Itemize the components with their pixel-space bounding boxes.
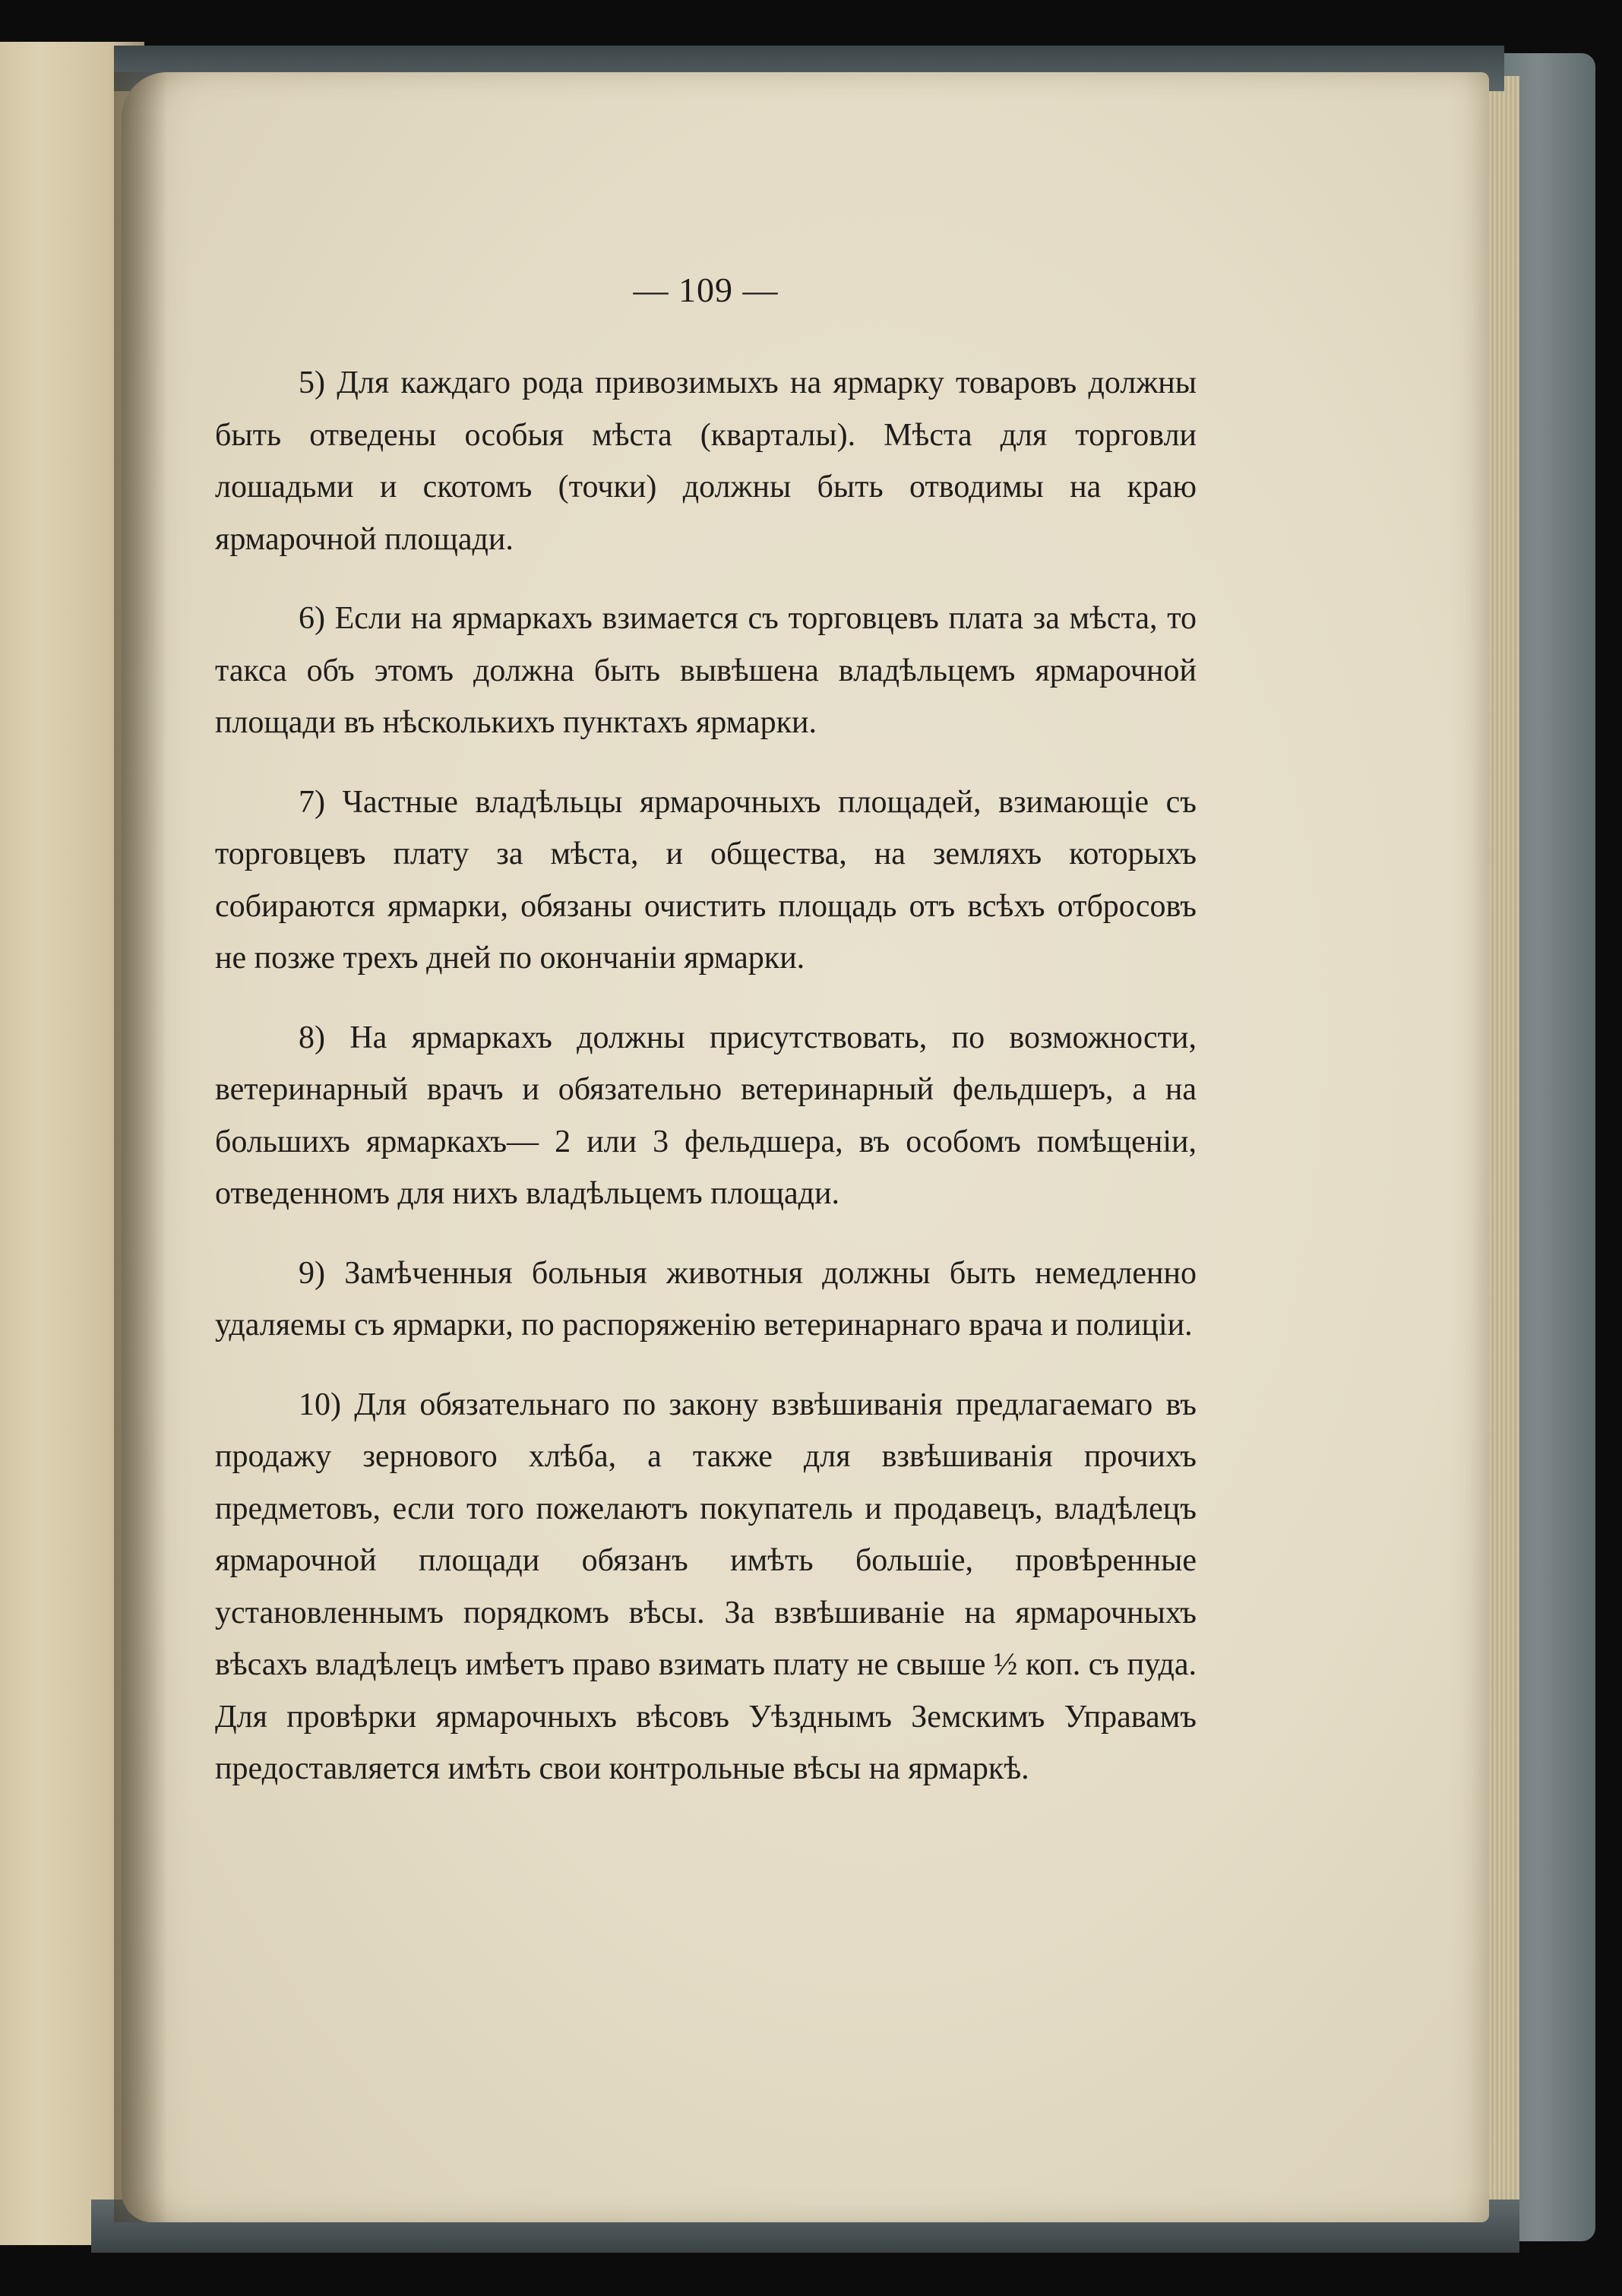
paragraph-7: 7) Частные владѣльцы ярмарочныхъ площадей, взимающіе съ торговцевъ плату за мѣста, и общества, на земляхъ которыхъ собираются ярмарки, обязаны очистить площадь отъ всѣхъ отбросовъ не позже трехъ дней по окончаніи ярмарки. [215, 784, 1197, 976]
page-number: — 109 — [633, 270, 779, 309]
page-body [215, 357, 1197, 1795]
paragraph-9: 9) Замѣченныя больныя животныя должны быть немедленно удаляемы съ ярмарки, по распоряженію ветеринарнаго врача и полиціи. [215, 1255, 1197, 1342]
paragraph-6: 6) Если на ярмаркахъ взимается съ торговцевъ плата за мѣста, то такса объ этомъ должна быть вывѣшена владѣльцемъ ярмарочной площади въ нѣсколькихъ пунктахъ ярмарки. [215, 601, 1197, 740]
paragraph-10: 10) Для обязательнаго по закону взвѣшиванія предлагаемаго въ продажу зернового хлѣба, а также для взвѣшиванія прочихъ предметовъ, если того пожелаютъ покупатель и продавецъ, владѣлецъ ярмарочной площади обязанъ имѣть большіе, провѣренные установленнымъ порядкомъ вѣсы. За взвѣшиваніе на ярмарочныхъ вѣсахъ владѣлецъ имѣетъ право взимать плату не свыше ½ коп. съ пуда. Для провѣрки ярмарочныхъ вѣсовъ Уѣзднымъ Земскимъ Управамъ предоставляется имѣть свои контрольные вѣсы на ярмаркѣ. [215, 1387, 1197, 1786]
gutter-shadow [114, 72, 167, 2222]
paragraph-8: 8) На ярмаркахъ должны присутствовать, по возможности, ветеринарный врачъ и обязательно ветеринарный фельдшеръ, а на большихъ ярмаркахъ— 2 или 3 фельдшера, въ особомъ помѣщеніи, отведенномъ для нихъ владѣльцемъ площади. [215, 1020, 1197, 1211]
paragraph-5: 5) Для каждаго рода привозимыхъ на ярмарку товаровъ должны быть отведены особыя мѣста (кварталы). Мѣста для торговли лошадьми и скотомъ (точки) должны быть отводимы на краю ярмарочной площади. [215, 365, 1197, 557]
